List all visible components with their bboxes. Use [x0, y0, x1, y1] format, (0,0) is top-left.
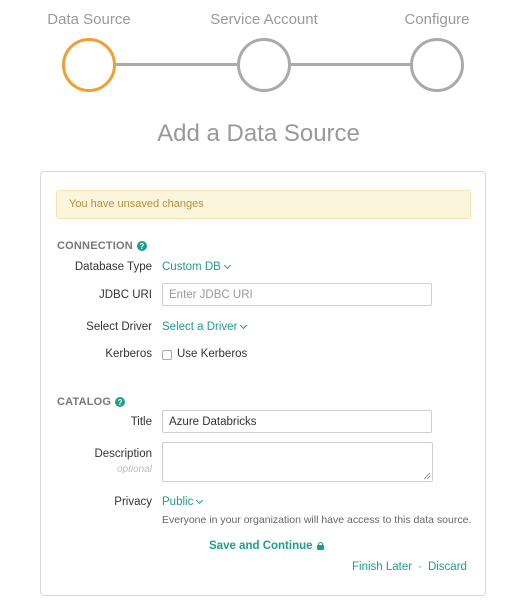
catalog-heading — [57, 396, 125, 408]
select-driver-dropdown[interactable] — [162, 321, 246, 333]
step-label-data-source: Data Source — [47, 11, 131, 28]
step-circle-configure — [410, 38, 464, 92]
progress-stepper — [0, 0, 517, 100]
title-label: Title — [130, 416, 152, 428]
lock-icon — [317, 542, 324, 550]
privacy-value: Public — [162, 496, 194, 508]
step-label-configure: Configure — [404, 11, 470, 28]
discard-link[interactable]: Discard — [427, 561, 467, 573]
data-source-form — [40, 171, 486, 596]
resize-grip-icon[interactable] — [423, 472, 431, 480]
use-kerberos-label[interactable]: Use Kerberos — [177, 348, 248, 360]
chevron-down-icon — [224, 262, 231, 269]
database-type-value: Custom DB — [162, 261, 221, 273]
privacy-dropdown[interactable] — [162, 496, 202, 508]
finish-later-link[interactable]: Finish Later — [352, 561, 413, 573]
catalog-heading-text: CATALOG — [57, 396, 112, 408]
step-connector — [116, 63, 242, 66]
jdbc-uri-input[interactable] — [162, 283, 432, 306]
footer-links — [352, 561, 467, 573]
save-and-continue-label: Save and Continue — [209, 540, 313, 552]
database-type-dropdown[interactable] — [162, 261, 230, 273]
use-kerberos-checkbox[interactable] — [162, 350, 172, 360]
step-circle-service-account — [237, 38, 291, 92]
jdbc-uri-label: JDBC URI — [98, 289, 152, 301]
step-label-service-account: Service Account — [210, 11, 318, 28]
description-textarea[interactable] — [162, 442, 433, 482]
help-icon[interactable]: ? — [115, 397, 125, 407]
privacy-note: Everyone in your organization will have access to this data source. — [162, 514, 472, 526]
step-circle-data-source — [62, 38, 116, 92]
title-input[interactable] — [162, 410, 432, 433]
select-driver-value: Select a Driver — [162, 321, 238, 333]
connection-heading — [57, 240, 147, 252]
database-type-label: Database Type — [74, 261, 152, 273]
unsaved-changes-alert: You have unsaved changes — [56, 190, 471, 219]
select-driver-label: Select Driver — [86, 321, 152, 333]
privacy-label: Privacy — [114, 496, 152, 508]
connection-heading-text: CONNECTION — [57, 240, 133, 252]
help-icon[interactable]: ? — [137, 241, 147, 251]
chevron-down-icon — [196, 497, 203, 504]
chevron-down-icon — [240, 322, 247, 329]
link-separator: · — [418, 561, 422, 573]
description-optional-hint: optional — [116, 464, 152, 475]
save-and-continue-button[interactable] — [209, 540, 324, 552]
description-label: Description — [94, 448, 152, 460]
step-connector — [290, 63, 416, 66]
kerberos-label: Kerberos — [105, 348, 152, 360]
page-title: Add a Data Source — [157, 120, 360, 147]
